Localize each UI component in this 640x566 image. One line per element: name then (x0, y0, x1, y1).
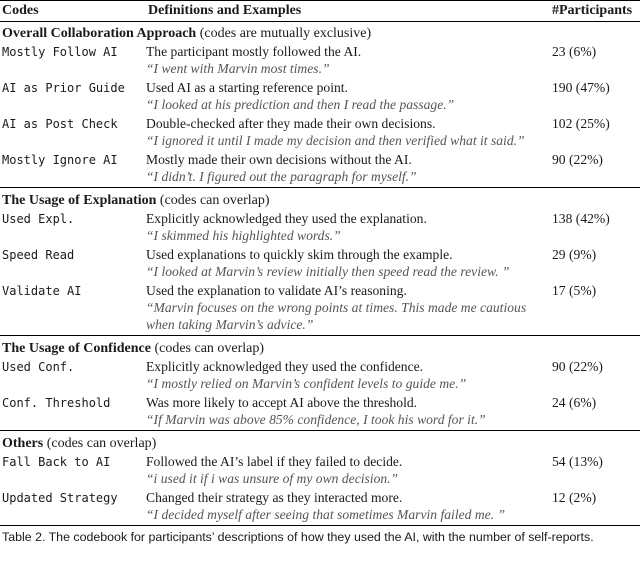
participants-cell: 12 (2%) (552, 490, 597, 505)
code-cell: Speed Read (2, 248, 75, 262)
code-cell: Conf. Threshold (2, 396, 111, 410)
section-note: (codes can overlap) (46, 436, 157, 451)
definition-text: Followed the AI’s label if they failed to decide. (146, 454, 403, 469)
table-row (0, 489, 640, 526)
table-row (0, 79, 640, 115)
header-participants: #Participants (552, 3, 633, 18)
section-note: (codes can overlap) (154, 341, 265, 356)
definition-cell (146, 246, 550, 282)
definition-text: Changed their strategy as they interacted more. (146, 490, 403, 505)
code-cell: Mostly Ignore AI (2, 153, 118, 167)
example-quote: “I didn’t. I figured out the paragraph for myself.” (146, 169, 417, 184)
participants-cell: 102 (25%) (552, 116, 610, 131)
section-header (0, 336, 640, 359)
section-header-row (0, 431, 640, 454)
section-title: The Usage of Confidence (2, 341, 151, 356)
header-row (0, 1, 640, 22)
table-row (0, 282, 640, 336)
section-note: (codes can overlap) (159, 193, 270, 208)
table-row (0, 453, 640, 489)
header-definitions: Definitions and Examples (148, 3, 302, 18)
table-row (0, 115, 640, 151)
participants-cell: 17 (5%) (552, 283, 597, 298)
code-cell: Mostly Follow AI (2, 45, 118, 59)
participants-cell: 23 (6%) (552, 44, 597, 59)
section-title: The Usage of Explanation (2, 193, 157, 208)
definition-text: Used AI as a starting reference point. (146, 80, 348, 95)
definition-cell (146, 282, 550, 336)
definition-text: Explicitly acknowledged they used the explanation. (146, 211, 427, 226)
example-quote: “I ignored it until I made my decision and then verified what it said.” (146, 133, 525, 148)
example-quote: “I went with Marvin most times.” (146, 61, 330, 76)
table-row (0, 246, 640, 282)
table-row (0, 43, 640, 79)
section-header-row (0, 336, 640, 359)
example-quote: “I skimmed his highlighted words.” (146, 228, 341, 243)
participants-cell: 138 (42%) (552, 211, 610, 226)
section-title: Others (2, 436, 44, 451)
example-quote: “I mostly relied on Marvin’s confident levels to guide me.” (146, 376, 467, 391)
example-quote: “If Marvin was above 85% confidence, I took his word for it.” (146, 412, 486, 427)
section-title: Overall Collaboration Approach (2, 26, 197, 41)
definition-text: Was more likely to accept AI above the threshold. (146, 395, 418, 410)
participants-cell: 90 (22%) (552, 359, 603, 374)
header-codes: Codes (2, 3, 39, 18)
section-header (0, 22, 640, 44)
table-caption: Table 2. The codebook for participants’ descriptions of how they used the AI, with the number of self-reports. (2, 530, 594, 544)
definition-text: Explicitly acknowledged they used the confidence. (146, 359, 424, 374)
section-header (0, 188, 640, 211)
example-quote: “Marvin focuses on the wrong points at times. This made me cautious when taking Marvin’s advice.” (146, 300, 527, 332)
participants-cell: 29 (9%) (552, 247, 597, 262)
definition-cell (146, 453, 550, 489)
definition-cell (146, 79, 550, 115)
definition-cell (146, 394, 550, 431)
definition-cell (146, 115, 550, 151)
example-quote: “I decided myself after seeing that sometimes Marvin failed me. ” (146, 507, 506, 522)
table-row (0, 151, 640, 188)
definition-text: The participant mostly followed the AI. (146, 44, 362, 59)
participants-cell: 90 (22%) (552, 152, 603, 167)
example-quote: “I looked at his prediction and then I read the passage.” (146, 97, 455, 112)
definition-text: Mostly made their own decisions without the AI. (146, 152, 412, 167)
code-cell: AI as Post Check (2, 117, 118, 131)
table-row (0, 358, 640, 394)
definition-text: Double-checked after they made their own decisions. (146, 116, 436, 131)
example-quote: “i used it if i was unsure of my own decision.” (146, 471, 399, 486)
section-header-row (0, 188, 640, 211)
definition-cell (146, 151, 550, 188)
participants-cell: 190 (47%) (552, 80, 610, 95)
definition-text: Used the explanation to validate AI’s reasoning. (146, 283, 407, 298)
code-cell: Validate AI (2, 284, 82, 298)
code-cell: Fall Back to AI (2, 455, 111, 469)
code-cell: AI as Prior Guide (2, 81, 125, 95)
section-header-row (0, 22, 640, 44)
definition-cell (146, 43, 550, 79)
section-note: (codes are mutually exclusive) (199, 26, 372, 41)
example-quote: “I looked at Marvin’s review initially then speed read the review. ” (146, 264, 510, 279)
definition-cell (146, 210, 550, 246)
section-header (0, 431, 640, 454)
code-cell: Used Conf. (2, 360, 75, 374)
definition-text: Used explanations to quickly skim through the example. (146, 247, 453, 262)
code-cell: Updated Strategy (2, 491, 118, 505)
definition-cell (146, 358, 550, 394)
participants-cell: 54 (13%) (552, 454, 603, 469)
participants-cell: 24 (6%) (552, 395, 597, 410)
definition-cell (146, 489, 550, 526)
code-cell: Used Expl. (2, 212, 75, 226)
table-row (0, 394, 640, 431)
table-row (0, 210, 640, 246)
table-body (0, 22, 640, 526)
